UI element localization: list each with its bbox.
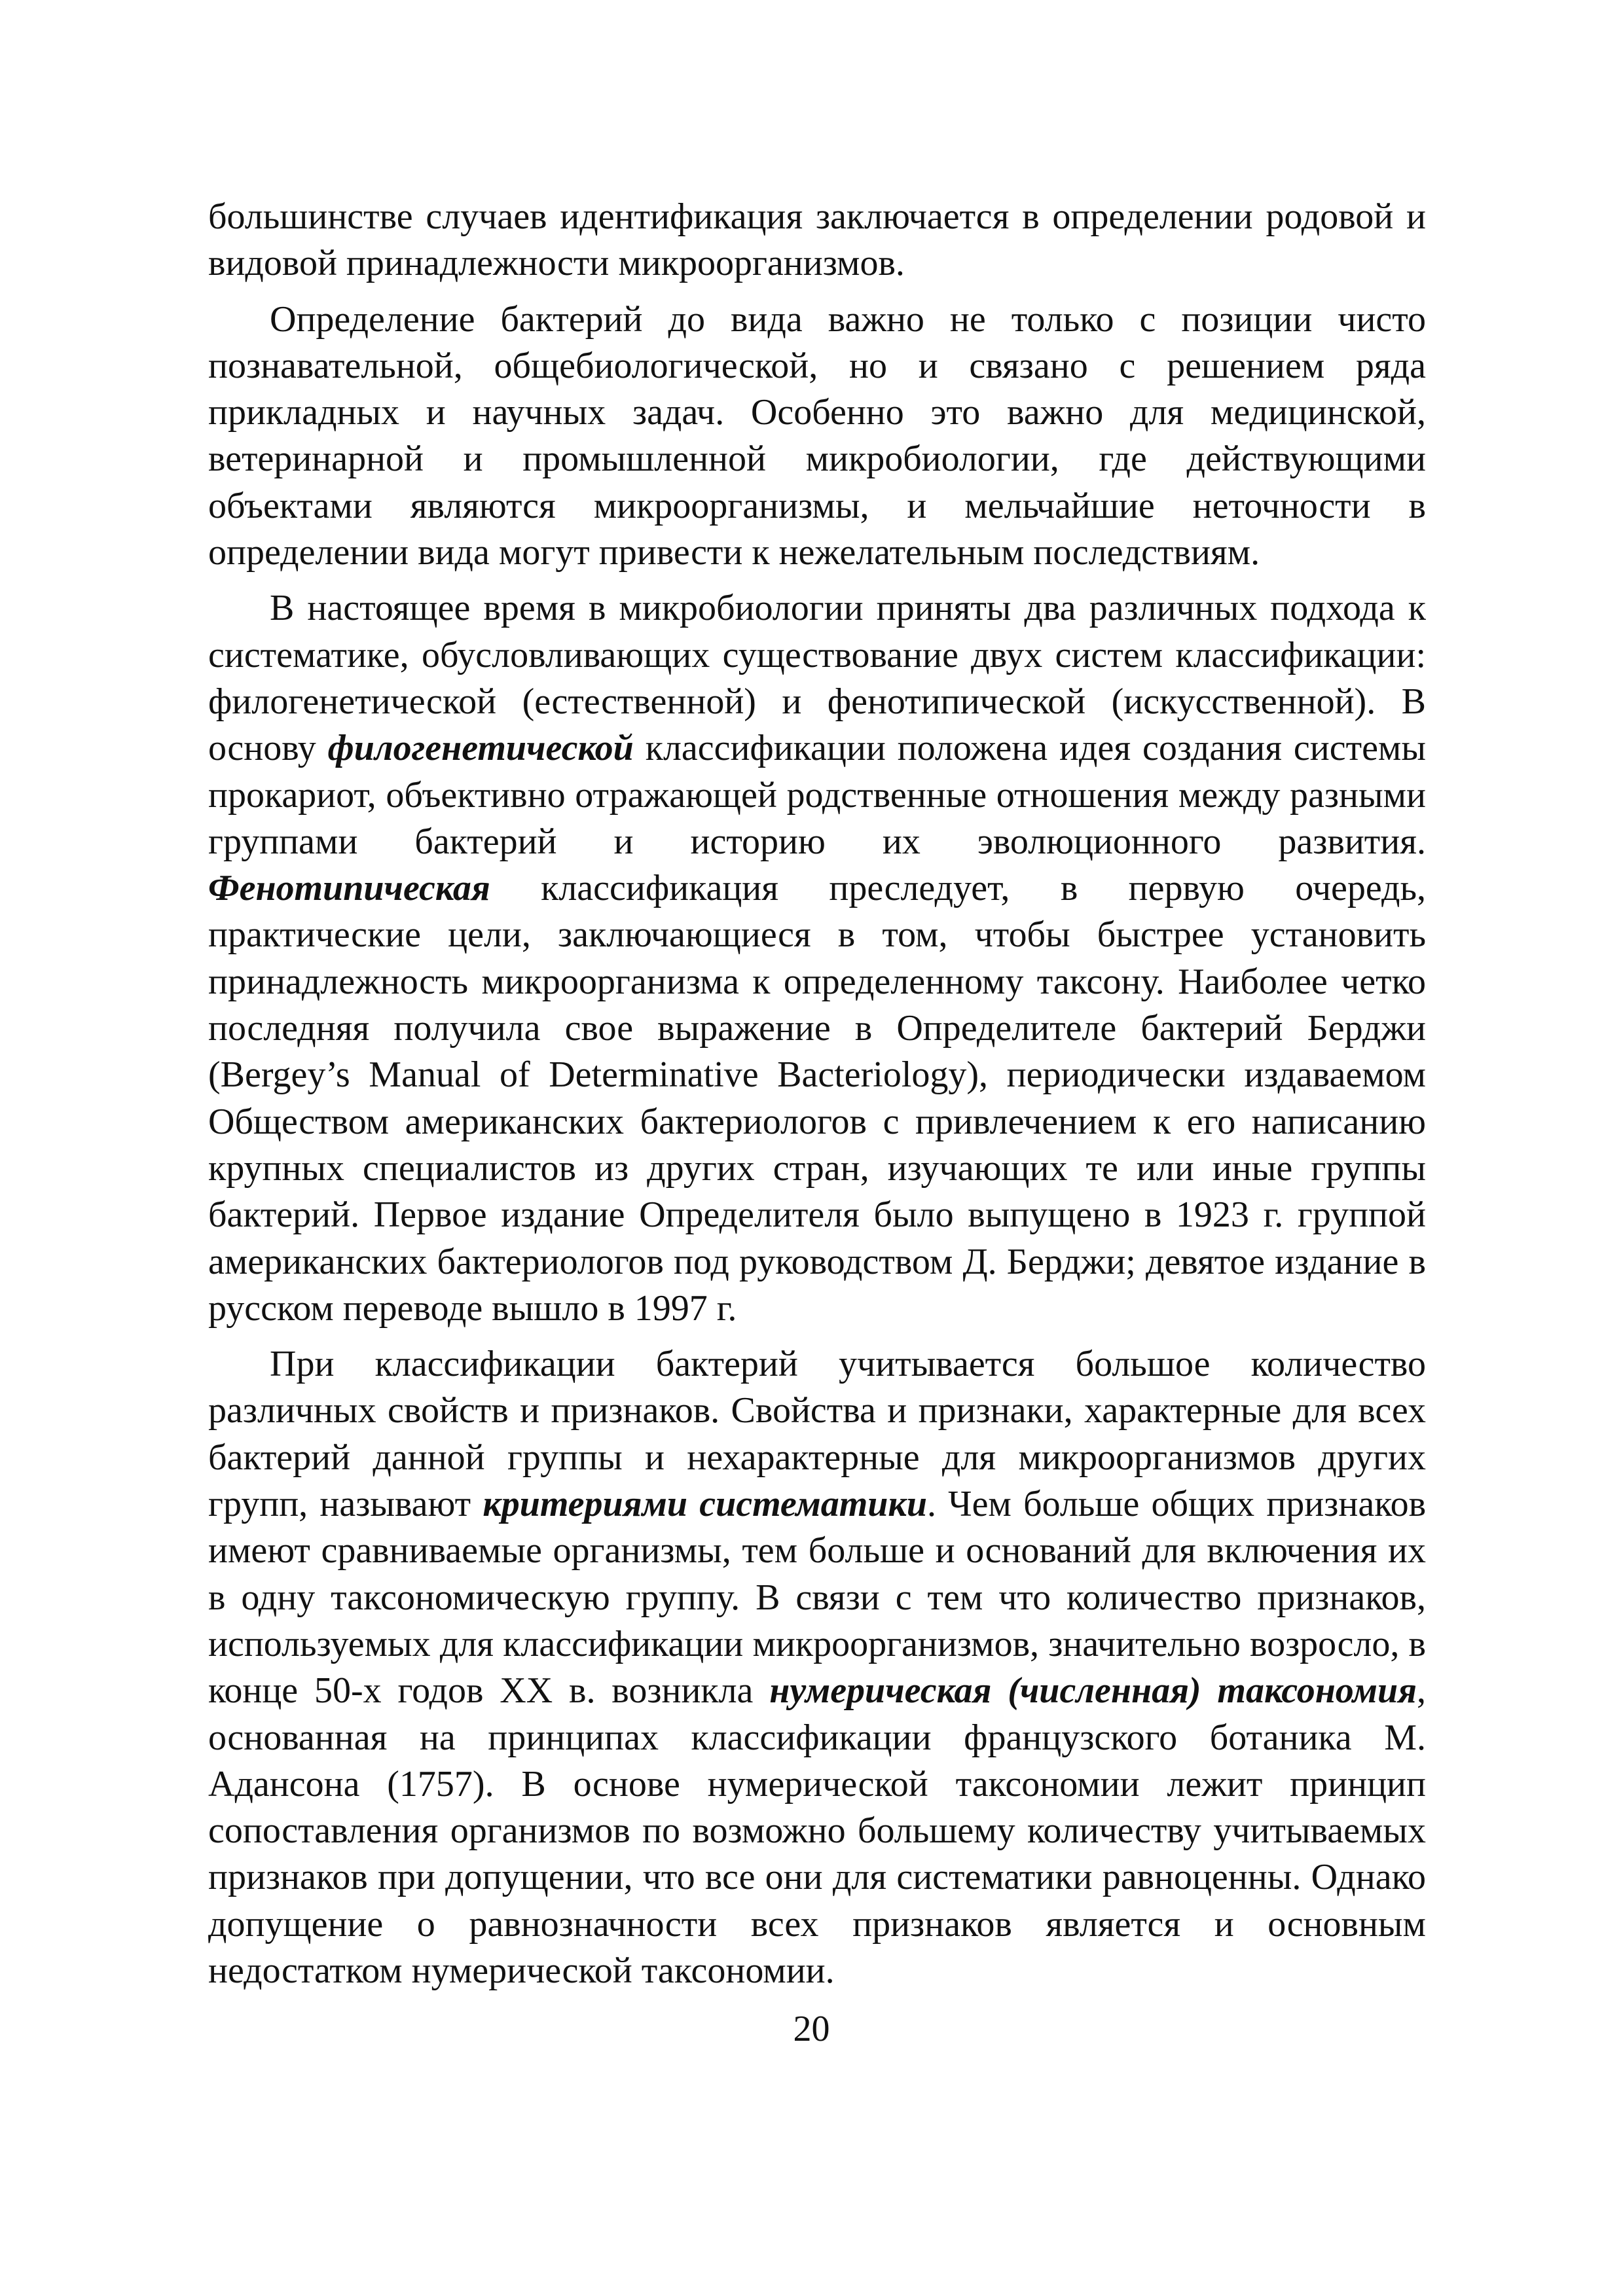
text-segment: В настоящее время в микробиологии приняты два различных подхода к систематике, обусловливающих существование двух систем классификации: филогенетической (естественной) и фенотипической (искусственной). В основу xyxy=(208,588,1426,769)
text-segment: классификация преследует, в первую очередь, практические цели, заключающиеся в том, чтобы быстрее установить принадлежность микроорганизма к определенному таксону. Наиболее четко последняя получила свое выражение в Определителе бактерий Берджи (Bergey’s Manual of Determinative Bacteriology), периодически издаваемом Обществом американских бактериологов с привлечением к его написанию крупных специалистов из других стран, изучающих те или иные группы бактерий. Первое издание Определителя было выпущено в 1923 г. группой американских бактериологов под руководством Д. Берджи; девятое издание в русском переводе вышло в 1997 г. xyxy=(208,868,1426,1329)
text-segment: При классификации бактерий учитывается большое количество различных свойств и признаков. Свойства и признаки, характерные для всех бактерий данной группы и нехарактерные для микроорганизмов других групп, называют xyxy=(208,1344,1426,1525)
paragraph-3 xyxy=(208,585,1426,1332)
term-numerical-taxonomy: нумерическая (численная) таксономия xyxy=(769,1670,1417,1712)
text-segment: . Чем больше общих признаков имеют сравниваемые организмы, тем больше и оснований для включения их в одну таксономическую группу. В связи с тем что количество признаков, используемых для классификации микроорганизмов, значительно возросло, в конце 50-х годов XX в. возникла xyxy=(208,1484,1427,1712)
paragraph-2 xyxy=(208,296,1426,577)
document-body xyxy=(208,194,1426,1994)
text-segment: Определение бактерий до вида важно не только с позиции чисто познавательной, общебиологической, но и связано с решением ряда прикладных и научных задач. Особенно это важно для медицинской, ветеринарной и промышленной микробиологии, где действующими объектами являются микроорганизмы, и мельчайшие неточности в определении вида могут привести к нежелательным последствиям. xyxy=(208,298,1426,573)
text-segment: классификации положена идея создания системы прокариот, объективно отражающей родственные отношения между разными группами бактерий и историю их эволюционного развития. xyxy=(208,728,1426,862)
paragraph-4 xyxy=(208,1341,1426,1994)
text-segment: большинстве случаев идентификация заключается в определении родовой и видовой принадлежности микроорганизмов. xyxy=(208,196,1426,284)
paragraph-1 xyxy=(208,194,1426,287)
term-phenotypic: Фенотипическая xyxy=(208,868,490,909)
term-phylogenetic: филогенетической xyxy=(327,728,634,769)
term-systematics-criteria: критериями систематики xyxy=(483,1484,927,1525)
text-segment: , основанная на принципах классификации французского ботаника М. Адансона (1757). В основе нумерической таксономии лежит принцип сопоставления организмов по возможно большему количеству учитываемых признаков при допущении, что все они для систематики равноценны. Однако допущение о равнозначности всех признаков является и основным недостатком нумерической таксономии. xyxy=(208,1670,1426,1991)
page-number: 20 xyxy=(793,2009,830,2049)
